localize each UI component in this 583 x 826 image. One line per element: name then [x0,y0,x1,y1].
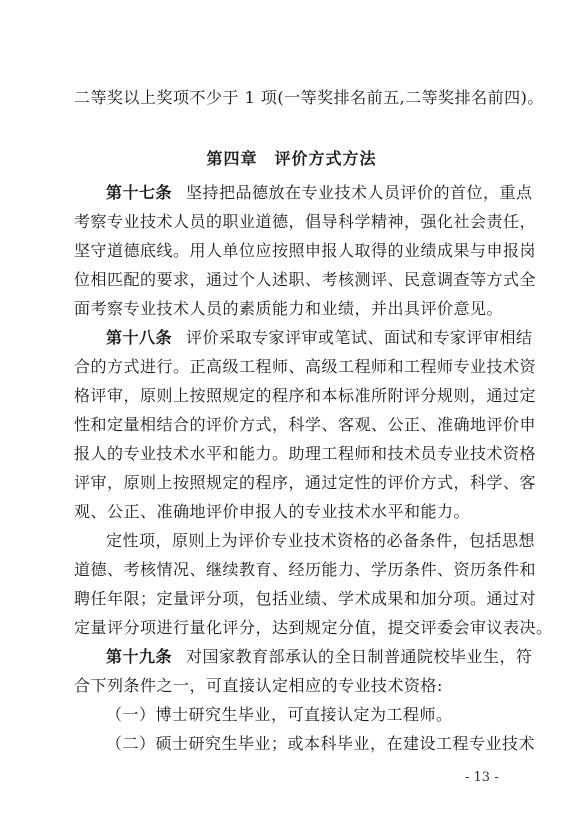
text-line: 格评审，原则上按照规定的程序和本标准所附评分规则，通过定 [74,386,537,405]
text-line: 对国家教育部承认的全日制普通院校毕业生，符 [186,647,533,666]
text-line: 定性项，原则上为评价专业技术资格的必备条件，包括思想 [106,531,536,550]
list-item: （二）硕士研究生毕业；或本科毕业，在建设工程专业技术 [106,734,536,753]
text-line: 道德、考核情况、继续教育、经历能力、学历条件、资历条件和 [74,560,537,579]
text-line: 定量评分项进行量化评分，达到规定分值，提交评委会审议表决。 [74,618,553,637]
text-line: 观、公正、准确地评价申报人的专业技术水平和能力。 [74,502,471,521]
text-line: 评价采取专家评审或笔试、面试和专家评审相结 [186,328,533,347]
text-line: 性和定量相结合的评价方式，科学、客观、公正、准确地评价申 [74,415,537,434]
chapter-title: 第四章 评价方式方法 [206,149,377,168]
article-18-first-line [106,328,533,348]
text-line: 位相匹配的要求，通过个人述职、考核测评、民意调查等方式全 [74,270,537,289]
text-line: 考察专业技术人员的职业道德，倡导科学精神，强化社会责任， [74,212,537,231]
text-line: 坚持把品德放在专业技术人员评价的首位，重点 [186,183,533,202]
text-line: 报人的专业技术水平和能力。助理工程师和技术员专业技术资格 [74,444,537,463]
text-line: 评审，原则上按照规定的程序，通过定性的评价方式，科学、客 [74,473,537,492]
article-17-first-line [106,183,533,203]
text-line: 聘任年限；定量评分项，包括业绩、学术成果和加分项。通过对 [74,589,537,608]
article-18-label: 第十八条 [106,328,173,347]
text-line: 二等奖以上奖项不少于 1 项(一等奖排名前五,二等奖排名前四)。 [74,88,544,107]
article-19-first-line [106,647,533,667]
text-line: 面考察专业技术人员的素质能力和业绩，并出具评价意见。 [74,299,504,318]
text-line: 合的方式进行。正高级工程师、高级工程师和工程师专业技术资 [74,357,537,376]
text-line: 坚守道德底线。用人单位应按照申报人取得的业绩成果与申报岗 [74,241,537,260]
article-17-label: 第十七条 [106,183,173,202]
text-line: 合下列条件之一，可直接认定相应的专业技术资格: [74,676,443,695]
page-number: - 13 - [465,770,499,785]
article-19-label: 第十九条 [106,647,173,666]
list-item: （一）博士研究生毕业，可直接认定为工程师。 [106,705,453,724]
